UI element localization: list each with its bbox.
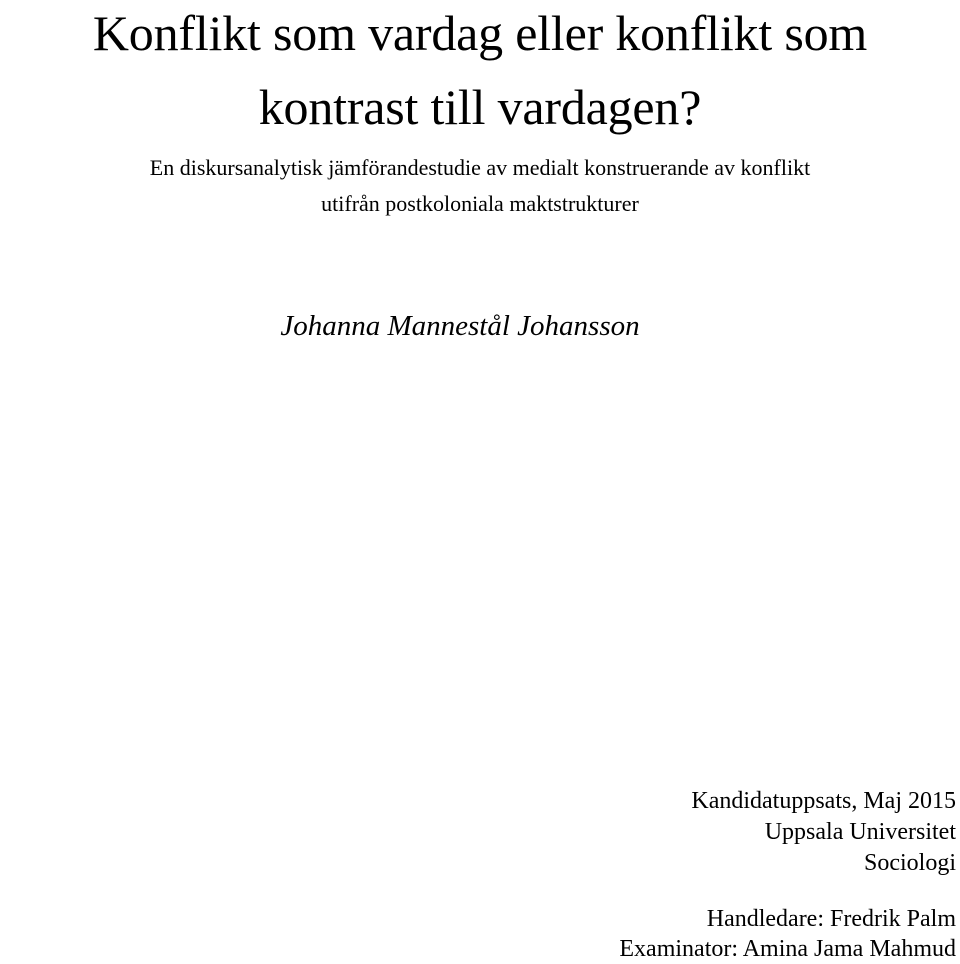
author-name: Johanna Mannestål Johansson (280, 310, 640, 342)
document-title-line-1: Konflikt som vardag eller konflikt som (92, 5, 868, 61)
thesis-info (691, 786, 956, 879)
supervisor-line: Handledare: Fredrik Palm (706, 906, 956, 932)
document-subtitle-line-1: En diskursanalytisk jämförandestudie av medialt konstruerande av konflikt (149, 155, 811, 180)
department-name: Sociologi (863, 850, 956, 876)
document-title (0, 0, 960, 144)
document-subtitle (0, 150, 960, 222)
document-title-line-2: kontrast till vardagen? (258, 79, 702, 135)
document-subtitle-line-2: utifrån postkoloniala maktstrukturer (321, 191, 639, 216)
thesis-type: Kandidatuppsats, Maj 2015 (691, 788, 956, 814)
supervisor-info (619, 904, 956, 964)
university-name: Uppsala Universitet (764, 819, 956, 845)
examiner-line: Examinator: Amina Jama Mahmud (619, 936, 956, 962)
